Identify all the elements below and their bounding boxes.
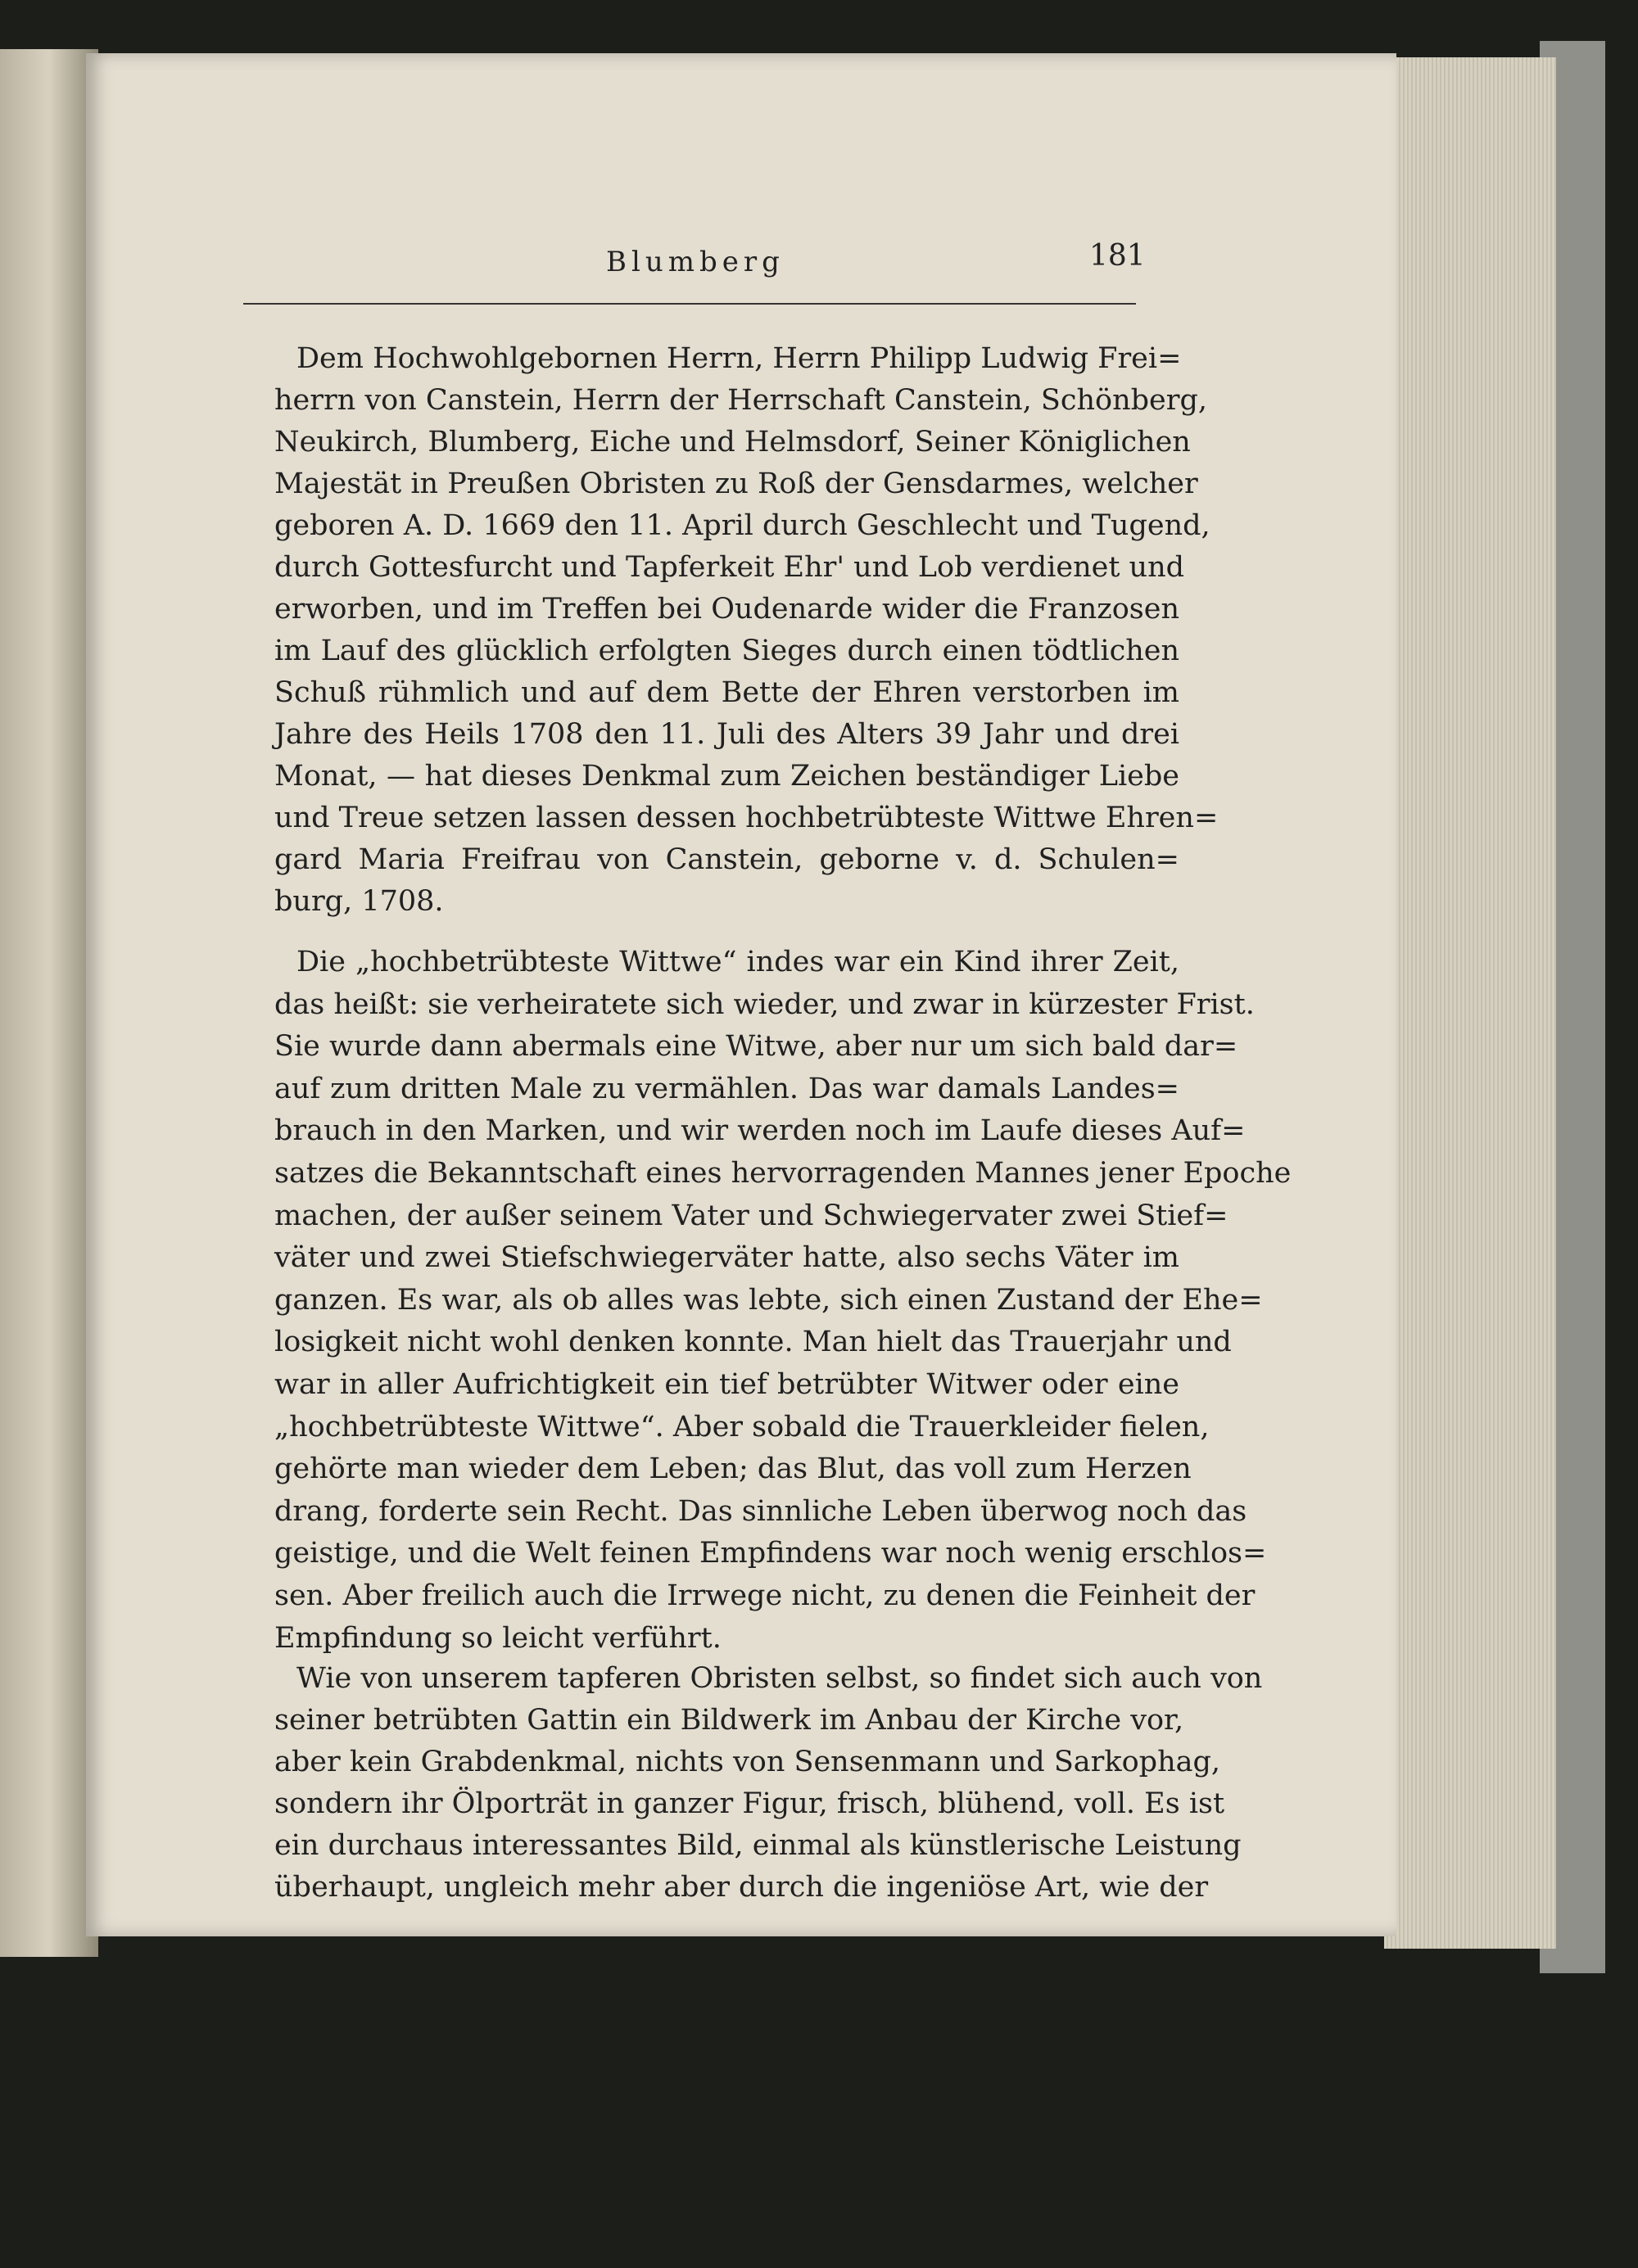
text-line: ganzen. Es war, als ob alles was lebte, sich einen Zustand der Ehe= [274,1283,1263,1317]
text-line: herrn von Canstein, Herrn der Herrschaft Canstein, Schönberg, [274,384,1207,417]
text-line: Neukirch, Blumberg, Eiche und Helmsdorf, Seiner Königlichen [274,426,1191,459]
text-line: ein durchaus interessantes Bild, einmal als künstlerische Leistung [274,1829,1242,1862]
text-line: drang, forderte sein Recht. Das sinnliche Leben überwog noch das [274,1494,1247,1528]
text-line: brauch in den Marken, und wir werden noch im Laufe dieses Auf= [274,1114,1246,1148]
running-title: Blumberg [606,246,785,278]
text-line: gehörte man wieder dem Leben; das Blut, das voll zum Herzen [274,1453,1192,1486]
text-line: Die „hochbetrübteste Wittwe“ indes war ein Kind ihrer Zeit, [296,946,1179,978]
text-line: losigkeit nicht wohl denken konnte. Man hielt das Trauerjahr und [274,1326,1232,1359]
text-line: Sie wurde dann abermals eine Witwe, aber nur um sich bald dar= [274,1030,1238,1064]
page-number: 181 [1089,239,1146,273]
page-stack-edges [1384,57,1556,1949]
header-rule [243,303,1136,305]
text-line: war in aller Aufrichtigkeit ein tief betrübter Witwer oder eine [274,1368,1179,1401]
text-line: durch Gottesfurcht und Tapferkeit Ehr' und Lob verdienet und [274,551,1185,584]
text-line: überhaupt, ungleich mehr aber durch die ingeniöse Art, wie der [274,1871,1209,1904]
text-line: sondern ihr Ölporträt in ganzer Figur, frisch, blühend, voll. Es ist [274,1787,1225,1820]
text-line: seiner betrübten Gattin ein Bildwerk im Anbau der Kirche vor, [274,1704,1184,1737]
text-line: geistige, und die Welt feinen Empfindens war noch wenig erschlos= [274,1537,1267,1570]
text-line: Majestät in Preußen Obristen zu Roß der Gensdarmes, welcher [274,468,1198,500]
text-line: auf zum dritten Male zu vermählen. Das war damals Landes= [274,1072,1179,1105]
text-line: „hochbetrübteste Wittwe“. Aber sobald die Trauerkleider fielen, [274,1410,1210,1443]
text-line: burg, 1708. [274,885,444,918]
text-line: Jahre des Heils 1708 den 11. Juli des Alters 39 Jahr und drei [274,718,1179,751]
text-line: väter und zwei Stiefschwiegerväter hatte, also sechs Väter im [274,1241,1179,1275]
text-line: Dem Hochwohlgebornen Herrn, Herrn Philipp Ludwig Frei= [296,342,1182,375]
text-line: aber kein Grabdenkmal, nichts von Sensenmann und Sarkophag, [274,1746,1221,1778]
left-page-edge [0,49,98,1957]
text-line: erworben, und im Treffen bei Oudenarde wider die Franzosen [274,593,1179,626]
text-line: geboren A. D. 1669 den 11. April durch Geschlecht und Tugend, [274,509,1210,542]
text-line: machen, der außer seinem Vater und Schwiegervater zwei Stief= [274,1199,1228,1232]
text-line: Monat, — hat dieses Denkmal zum Zeichen beständiger Liebe [274,760,1179,793]
text-line: im Lauf des glücklich erfolgten Sieges durch einen tödtlichen [274,635,1179,667]
text-line: und Treue setzen lassen dessen hochbetrübteste Wittwe Ehren= [274,802,1219,834]
text-line: sen. Aber freilich auch die Irrwege nicht, zu denen die Feinheit der [274,1579,1256,1612]
text-line: Empfindung so leicht verführt. [274,1621,722,1655]
text-line: Schuß rühmlich und auf dem Bette der Ehren verstorben im [274,676,1179,709]
text-line: das heißt: sie verheiratete sich wieder, und zwar in kürzester Frist. [274,987,1255,1021]
text-line: satzes die Bekanntschaft eines hervorragenden Mannes jener Epoche [274,1157,1292,1190]
text-line: gard Maria Freifrau von Canstein, geborne v. d. Schulen= [274,843,1179,876]
text-line: Wie von unserem tapferen Obristen selbst, so findet sich auch von [296,1662,1263,1695]
